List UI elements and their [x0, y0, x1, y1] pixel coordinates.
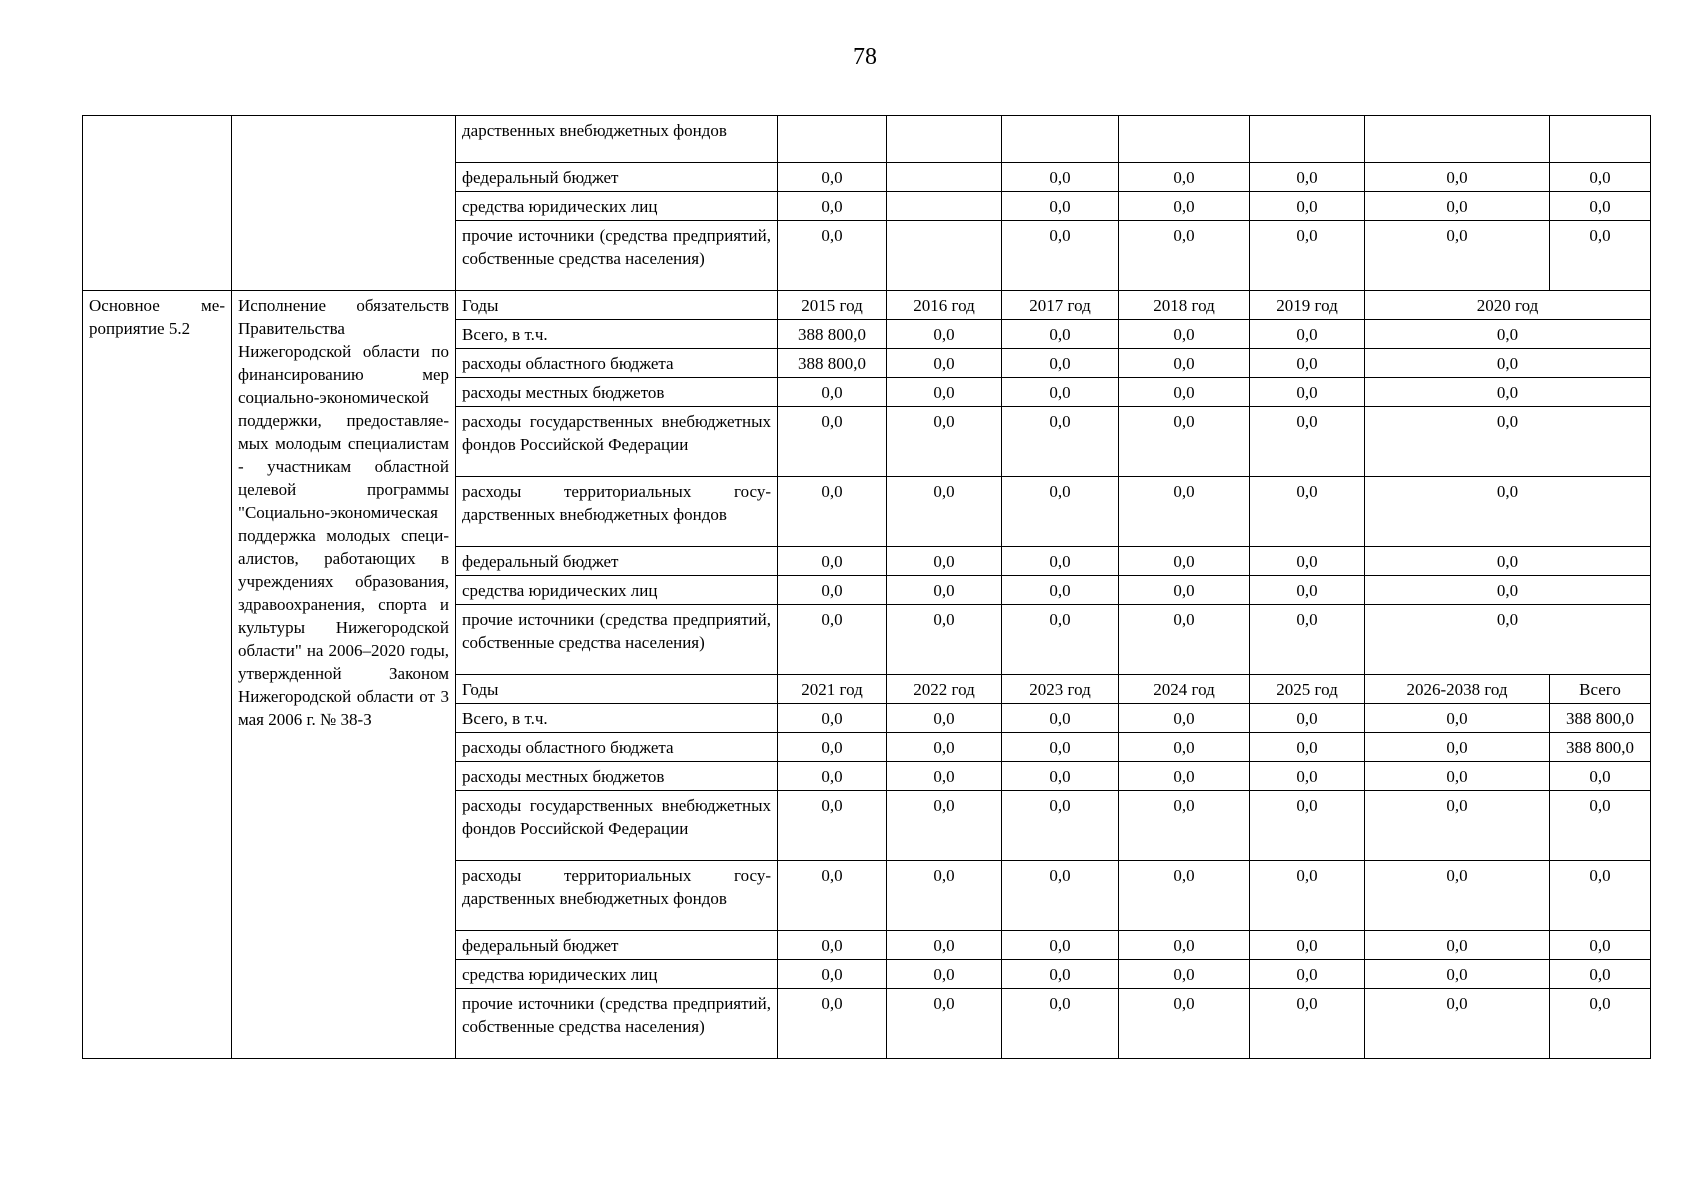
value-cell: 0,0: [1002, 762, 1119, 791]
value-cell: 0,0: [1550, 791, 1651, 861]
source-cell: прочие источники (средства предприятий, собственные средства населения): [456, 989, 778, 1059]
value-cell: 0,0: [1250, 163, 1365, 192]
source-cell: средства юридических лиц: [456, 576, 778, 605]
source-cell: Всего, в т.ч.: [456, 704, 778, 733]
table-row: [83, 116, 1651, 163]
source-cell: федеральный бюджет: [456, 163, 778, 192]
value-cell: 0,0: [1119, 861, 1250, 931]
value-cell: 0,0: [1365, 733, 1550, 762]
value-cell: 388 800,0: [1550, 733, 1651, 762]
value-cell: 0,0: [1365, 762, 1550, 791]
value-cell: 0,0: [778, 221, 887, 291]
value-cell: 0,0: [1250, 861, 1365, 931]
value-cell: 0,0: [1550, 762, 1651, 791]
year-header: 2025 год: [1250, 675, 1365, 704]
value-cell: 0,0: [887, 762, 1002, 791]
source-cell: расходы областного бюджета: [456, 349, 778, 378]
value-cell: 0,0: [1002, 605, 1119, 675]
value-cell: 0,0: [1365, 605, 1651, 675]
year-header: 2019 год: [1250, 291, 1365, 320]
value-cell: 0,0: [1550, 221, 1651, 291]
value-cell: 0,0: [1119, 989, 1250, 1059]
page-number: 78: [853, 44, 877, 70]
value-cell: 0,0: [1365, 163, 1550, 192]
value-cell: 0,0: [1119, 320, 1250, 349]
value-cell: 0,0: [1119, 733, 1250, 762]
value-cell: 0,0: [1550, 931, 1651, 960]
empty-cell: [83, 116, 232, 291]
source-cell: расходы территориальных государственных внебюджетных фондов: [456, 861, 778, 931]
value-cell: 0,0: [778, 605, 887, 675]
value-cell: 0,0: [1250, 733, 1365, 762]
year-header: 2015 год: [778, 291, 887, 320]
value-cell: 0,0: [1365, 378, 1651, 407]
value-cell: 0,0: [778, 989, 887, 1059]
value-cell: 0,0: [1250, 791, 1365, 861]
value-cell: 0,0: [1365, 791, 1550, 861]
value-cell: 0,0: [1250, 762, 1365, 791]
value-cell: 0,0: [1119, 477, 1250, 547]
source-cell: прочие источники (средства предприятий, собственные средства населения): [456, 221, 778, 291]
year-header: 2020 год: [1365, 291, 1651, 320]
value-cell: 0,0: [778, 733, 887, 762]
value-cell: 0,0: [1119, 221, 1250, 291]
financing-table: [82, 115, 1651, 1059]
value-cell: 0,0: [1119, 163, 1250, 192]
value-cell: 0,0: [1002, 733, 1119, 762]
value-cell: 0,0: [1119, 378, 1250, 407]
value-cell: 0,0: [1250, 477, 1365, 547]
value-cell: 0,0: [887, 547, 1002, 576]
source-cell: расходы местных бюджетов: [456, 762, 778, 791]
value-cell: [1119, 116, 1250, 163]
value-cell: 0,0: [1119, 407, 1250, 477]
value-cell: 0,0: [1119, 192, 1250, 221]
value-cell: 0,0: [1550, 861, 1651, 931]
value-cell: 0,0: [1365, 349, 1651, 378]
source-cell: расходы государственных внебюджетных фондов Российской Федерации: [456, 407, 778, 477]
value-cell: 0,0: [1002, 163, 1119, 192]
year-header: Всего: [1550, 675, 1651, 704]
value-cell: 0,0: [778, 960, 887, 989]
value-cell: 0,0: [887, 960, 1002, 989]
source-cell: расходы местных бюджетов: [456, 378, 778, 407]
value-cell: 0,0: [778, 576, 887, 605]
source-cell: расходы территориальных государственных внебюджетных фондов: [456, 477, 778, 547]
years-label: Годы: [456, 291, 778, 320]
value-cell: 0,0: [778, 407, 887, 477]
year-header: 2018 год: [1119, 291, 1250, 320]
value-cell: 0,0: [1002, 349, 1119, 378]
value-cell: 0,0: [1550, 989, 1651, 1059]
years-header-row: [83, 291, 1651, 320]
value-cell: 0,0: [1119, 791, 1250, 861]
value-cell: 0,0: [1250, 320, 1365, 349]
value-cell: 0,0: [1119, 576, 1250, 605]
value-cell: 0,0: [1550, 163, 1651, 192]
source-cell: Всего, в т.ч.: [456, 320, 778, 349]
year-header: 2024 год: [1119, 675, 1250, 704]
source-cell: федеральный бюджет: [456, 547, 778, 576]
year-header: 2016 год: [887, 291, 1002, 320]
value-cell: [778, 116, 887, 163]
value-cell: [887, 221, 1002, 291]
value-cell: 0,0: [887, 989, 1002, 1059]
year-header: 2026-2038 год: [1365, 675, 1550, 704]
value-cell: 0,0: [1002, 576, 1119, 605]
value-cell: 0,0: [1250, 931, 1365, 960]
source-cell: средства юридических лиц: [456, 192, 778, 221]
value-cell: 0,0: [1119, 547, 1250, 576]
value-cell: 0,0: [1119, 605, 1250, 675]
value-cell: 0,0: [1550, 960, 1651, 989]
value-cell: 0,0: [1365, 960, 1550, 989]
value-cell: 0,0: [1002, 989, 1119, 1059]
year-header: 2017 год: [1002, 291, 1119, 320]
year-header: 2023 год: [1002, 675, 1119, 704]
value-cell: 0,0: [1002, 221, 1119, 291]
value-cell: 0,0: [1365, 320, 1651, 349]
value-cell: 0,0: [1002, 861, 1119, 931]
value-cell: 0,0: [1250, 605, 1365, 675]
value-cell: 0,0: [778, 163, 887, 192]
value-cell: 0,0: [778, 378, 887, 407]
years-label: Годы: [456, 675, 778, 704]
value-cell: 0,0: [1119, 704, 1250, 733]
value-cell: 0,0: [1250, 547, 1365, 576]
value-cell: 0,0: [1002, 931, 1119, 960]
value-cell: 0,0: [887, 931, 1002, 960]
year-header: 2022 год: [887, 675, 1002, 704]
value-cell: 388 800,0: [778, 349, 887, 378]
value-cell: 0,0: [887, 704, 1002, 733]
value-cell: 0,0: [887, 791, 1002, 861]
source-cell: расходы областного бюджета: [456, 733, 778, 762]
source-cell: расходы государственных внебюджетных фондов Российской Федерации: [456, 791, 778, 861]
value-cell: 0,0: [1002, 960, 1119, 989]
value-cell: 0,0: [1365, 477, 1651, 547]
value-cell: 0,0: [1250, 192, 1365, 221]
value-cell: 0,0: [1250, 407, 1365, 477]
value-cell: 0,0: [778, 704, 887, 733]
value-cell: 0,0: [887, 477, 1002, 547]
year-header: 2021 год: [778, 675, 887, 704]
value-cell: 0,0: [887, 378, 1002, 407]
value-cell: 0,0: [1002, 320, 1119, 349]
empty-cell: [232, 116, 456, 291]
value-cell: 0,0: [778, 192, 887, 221]
value-cell: 0,0: [1250, 349, 1365, 378]
value-cell: [887, 192, 1002, 221]
measure-code: Основное мероприятие 5.2: [83, 291, 232, 1059]
value-cell: [887, 116, 1002, 163]
value-cell: 0,0: [1365, 989, 1550, 1059]
value-cell: 0,0: [1365, 576, 1651, 605]
measure-description: Исполнение обязательств Правительства Нижегородской области по финансированию мер социально-экономической поддержки, предоставляемых молодым специалистам - участникам областной целевой программы "Социально-экономическая поддержка молодых специалистов, работающих в учреждениях образования, здравоохранения, спорта и культуры Нижегородской области" на 2006–2020 годы, утвержденной Законом Нижегородской области от 3 мая 2006 г. № 38-З: [232, 291, 456, 1059]
value-cell: 0,0: [1119, 960, 1250, 989]
value-cell: 0,0: [778, 791, 887, 861]
value-cell: 0,0: [1250, 989, 1365, 1059]
value-cell: 0,0: [1250, 960, 1365, 989]
value-cell: 0,0: [778, 931, 887, 960]
value-cell: 0,0: [1002, 547, 1119, 576]
value-cell: 388 800,0: [1550, 704, 1651, 733]
value-cell: 0,0: [778, 762, 887, 791]
value-cell: 0,0: [1365, 547, 1651, 576]
value-cell: 0,0: [887, 407, 1002, 477]
value-cell: [1365, 116, 1550, 163]
value-cell: 0,0: [887, 605, 1002, 675]
value-cell: 0,0: [1365, 407, 1651, 477]
value-cell: 0,0: [1002, 407, 1119, 477]
value-cell: [1550, 116, 1651, 163]
source-cell: дарственных внебюджетных фондов: [456, 116, 778, 163]
value-cell: 0,0: [1119, 931, 1250, 960]
value-cell: 0,0: [887, 576, 1002, 605]
value-cell: 0,0: [778, 477, 887, 547]
value-cell: 0,0: [1002, 704, 1119, 733]
value-cell: 0,0: [1365, 861, 1550, 931]
value-cell: 0,0: [887, 861, 1002, 931]
value-cell: 0,0: [1002, 378, 1119, 407]
value-cell: 0,0: [1002, 192, 1119, 221]
value-cell: 0,0: [1250, 378, 1365, 407]
value-cell: 0,0: [1002, 791, 1119, 861]
source-cell: прочие источники (средства предприятий, собственные средства населения): [456, 605, 778, 675]
value-cell: 0,0: [1365, 704, 1550, 733]
value-cell: 0,0: [1365, 931, 1550, 960]
value-cell: 0,0: [1250, 704, 1365, 733]
value-cell: 0,0: [1119, 762, 1250, 791]
value-cell: 0,0: [1002, 477, 1119, 547]
value-cell: [887, 163, 1002, 192]
value-cell: 0,0: [887, 320, 1002, 349]
source-cell: федеральный бюджет: [456, 931, 778, 960]
value-cell: 0,0: [887, 349, 1002, 378]
value-cell: 0,0: [1365, 192, 1550, 221]
value-cell: 0,0: [1550, 192, 1651, 221]
value-cell: 0,0: [887, 733, 1002, 762]
source-cell: средства юридических лиц: [456, 960, 778, 989]
value-cell: [1250, 116, 1365, 163]
value-cell: 0,0: [1250, 221, 1365, 291]
value-cell: 0,0: [1119, 349, 1250, 378]
value-cell: 0,0: [778, 547, 887, 576]
value-cell: 388 800,0: [778, 320, 887, 349]
value-cell: [1002, 116, 1119, 163]
value-cell: 0,0: [778, 861, 887, 931]
value-cell: 0,0: [1365, 221, 1550, 291]
value-cell: 0,0: [1250, 576, 1365, 605]
